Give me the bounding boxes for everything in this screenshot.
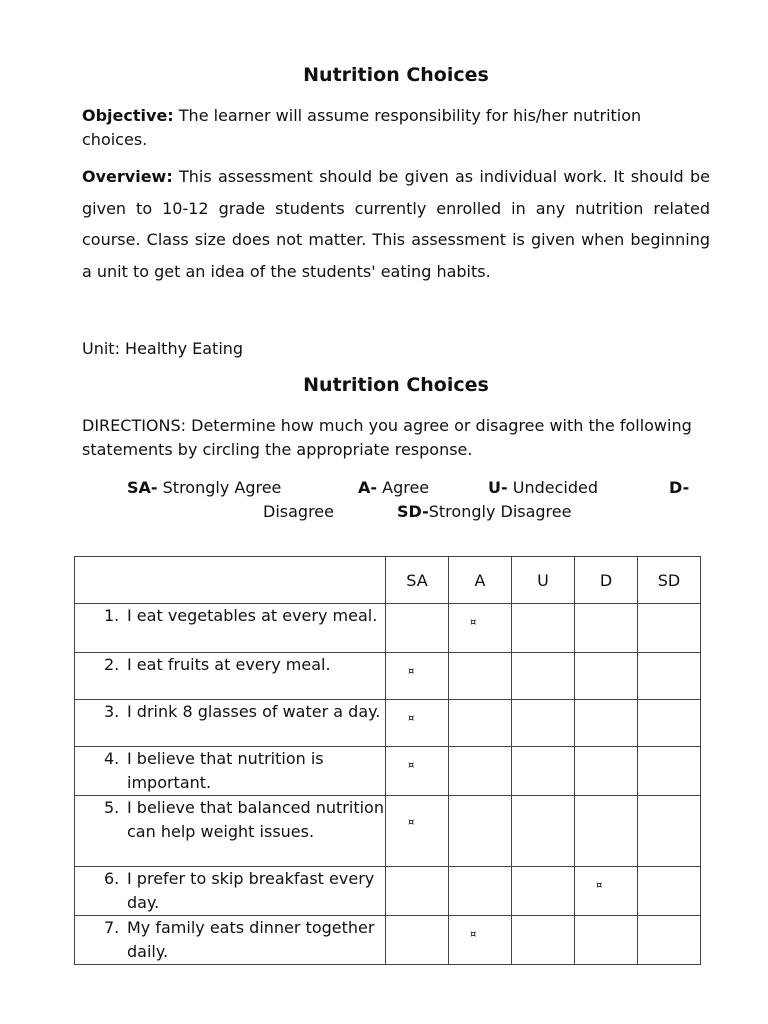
response-cell-a[interactable] bbox=[449, 747, 512, 796]
response-cell-d[interactable] bbox=[575, 653, 638, 700]
response-cell-u[interactable] bbox=[512, 916, 575, 965]
statement-text: I eat vegetables at every meal. bbox=[127, 606, 378, 625]
response-cell-d[interactable] bbox=[575, 867, 638, 916]
statement-cell bbox=[75, 747, 386, 796]
statement-cell bbox=[75, 796, 386, 867]
response-cell-sa[interactable] bbox=[386, 653, 449, 700]
response-cell-d[interactable] bbox=[575, 796, 638, 867]
header-sa: SA bbox=[386, 557, 449, 604]
selected-mark-icon: ¤ bbox=[408, 760, 415, 771]
page-title: Nutrition Choices bbox=[303, 64, 489, 86]
statement-text: My family eats dinner together daily. bbox=[127, 918, 375, 961]
table-row bbox=[75, 916, 701, 965]
response-cell-a[interactable] bbox=[449, 796, 512, 867]
response-cell-u[interactable] bbox=[512, 604, 575, 653]
statement-text: I prefer to skip breakfast every day. bbox=[127, 869, 375, 912]
table-row bbox=[75, 747, 701, 796]
overview-label: Overview: bbox=[82, 167, 173, 186]
statement-number: 5. bbox=[104, 798, 120, 817]
selected-mark-icon: ¤ bbox=[408, 817, 415, 828]
statement-cell bbox=[75, 916, 386, 965]
response-cell-d[interactable] bbox=[575, 700, 638, 747]
table-row bbox=[75, 796, 701, 867]
statement-cell bbox=[75, 867, 386, 916]
legend-item-sd: SD-Strongly Disagree bbox=[397, 502, 572, 521]
selected-mark-icon: ¤ bbox=[470, 929, 477, 940]
response-cell-d[interactable] bbox=[575, 604, 638, 653]
statement-text: I believe that nutrition is important. bbox=[127, 749, 324, 792]
response-cell-sa[interactable] bbox=[386, 700, 449, 747]
response-cell-sa[interactable] bbox=[386, 916, 449, 965]
header-u: U bbox=[512, 557, 575, 604]
statement-cell bbox=[75, 653, 386, 700]
statement-text: I drink 8 glasses of water a day. bbox=[127, 702, 381, 721]
statement-text: I eat fruits at every meal. bbox=[127, 655, 331, 674]
table-row bbox=[75, 604, 701, 653]
statement-cell bbox=[75, 604, 386, 653]
statement-number: 6. bbox=[104, 869, 120, 888]
section-subtitle: Nutrition Choices bbox=[303, 374, 489, 396]
table-row bbox=[75, 867, 701, 916]
selected-mark-icon: ¤ bbox=[408, 666, 415, 677]
table-header-row bbox=[75, 557, 701, 604]
response-cell-u[interactable] bbox=[512, 796, 575, 867]
statement-number: 3. bbox=[104, 702, 120, 721]
response-cell-sd[interactable] bbox=[638, 916, 701, 965]
response-cell-sd[interactable] bbox=[638, 700, 701, 747]
header-sd: SD bbox=[638, 557, 701, 604]
response-cell-sd[interactable] bbox=[638, 867, 701, 916]
statement-text: I believe that balanced nutrition can help weight issues. bbox=[127, 798, 384, 841]
response-table bbox=[74, 556, 701, 965]
selected-mark-icon: ¤ bbox=[596, 880, 603, 891]
response-cell-sd[interactable] bbox=[638, 796, 701, 867]
response-cell-a[interactable] bbox=[449, 867, 512, 916]
response-cell-u[interactable] bbox=[512, 867, 575, 916]
response-cell-a[interactable] bbox=[449, 916, 512, 965]
legend-item-d-cont: Disagree bbox=[263, 502, 334, 521]
response-cell-sd[interactable] bbox=[638, 653, 701, 700]
response-cell-d[interactable] bbox=[575, 747, 638, 796]
statement-cell bbox=[75, 700, 386, 747]
header-d: D bbox=[575, 557, 638, 604]
table-row bbox=[75, 700, 701, 747]
response-cell-sa[interactable] bbox=[386, 796, 449, 867]
statement-number: 4. bbox=[104, 749, 120, 768]
response-cell-sa[interactable] bbox=[386, 867, 449, 916]
statement-number: 2. bbox=[104, 655, 120, 674]
response-cell-sa[interactable] bbox=[386, 747, 449, 796]
response-cell-a[interactable] bbox=[449, 604, 512, 653]
legend-item-u: U- Undecided bbox=[488, 478, 598, 497]
response-cell-sd[interactable] bbox=[638, 604, 701, 653]
objective-text: The learner will assume responsibility for his/her nutrition choices. bbox=[82, 106, 642, 149]
response-cell-sd[interactable] bbox=[638, 747, 701, 796]
selected-mark-icon: ¤ bbox=[470, 617, 477, 628]
response-cell-sa[interactable] bbox=[386, 604, 449, 653]
header-statement bbox=[75, 557, 386, 604]
response-cell-u[interactable] bbox=[512, 700, 575, 747]
overview-paragraph bbox=[82, 161, 710, 287]
selected-mark-icon: ¤ bbox=[408, 713, 415, 724]
legend-item-d: D- bbox=[669, 478, 690, 497]
objective-paragraph bbox=[82, 104, 710, 152]
statement-number: 1. bbox=[104, 606, 120, 625]
overview-text: This assessment should be given as individual work. It should be given to 10-12 grade students currently enrolled in any nutrition related course. Class size does not matter. This assessment is given when beginning a unit to get an idea of the students' eating habits. bbox=[82, 167, 710, 281]
directions-paragraph: DIRECTIONS: Determine how much you agree or disagree with the following statements by circling the appropriate response. bbox=[82, 416, 692, 459]
table-row bbox=[75, 653, 701, 700]
response-cell-a[interactable] bbox=[449, 653, 512, 700]
unit-line: Unit: Healthy Eating bbox=[82, 339, 244, 358]
response-cell-u[interactable] bbox=[512, 747, 575, 796]
legend-item-a: A- Agree bbox=[358, 478, 430, 497]
objective-label: Objective: bbox=[82, 106, 174, 125]
response-cell-u[interactable] bbox=[512, 653, 575, 700]
header-a: A bbox=[449, 557, 512, 604]
statement-number: 7. bbox=[104, 918, 120, 937]
legend-item-sa: SA- Strongly Agree bbox=[127, 478, 282, 497]
response-cell-d[interactable] bbox=[575, 916, 638, 965]
response-cell-a[interactable] bbox=[449, 700, 512, 747]
